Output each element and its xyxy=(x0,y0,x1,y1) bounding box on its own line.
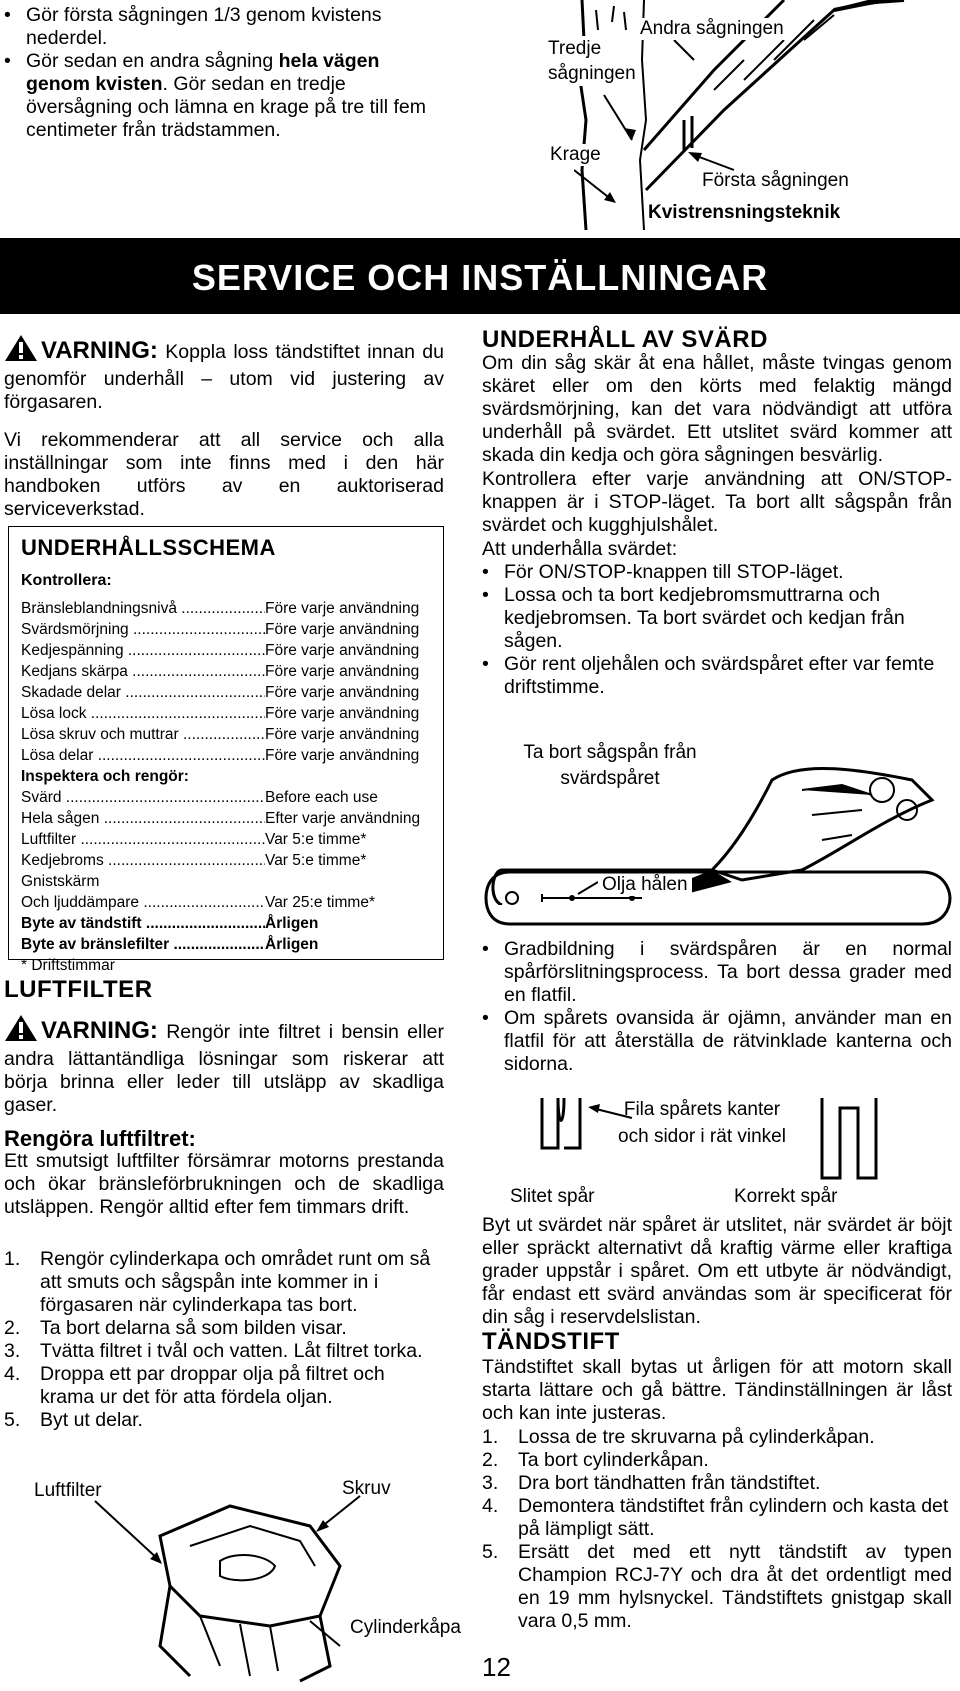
step-item: 2. Ta bort cylinderkåpan. xyxy=(482,1449,709,1471)
schedule-interval: Före varje användning xyxy=(265,600,420,617)
warning-text: Koppla loss tändstiftet innan du genomför underhåll – utom vid justering av förgasaren. xyxy=(4,341,444,413)
section-title: SERVICE OCH INSTÄLLNINGAR xyxy=(191,257,769,298)
warning-text: Rengör inte filtret i bensin eller andra lättantändliga lösningar som riskerar att börja brinna eller leder till utsläpp av skadliga gaser. xyxy=(4,1021,445,1116)
clean-filter-heading: Rengöra luftfiltret: xyxy=(4,1126,196,1151)
step-item: 4. Droppa ett par droppar olja på filtret och krama ur det för atta fördela oljan. xyxy=(4,1363,385,1408)
warning-triangle-icon xyxy=(4,334,38,368)
schedule-row xyxy=(21,726,441,744)
schedule-item: Lösa skruv och muttrar ..... xyxy=(21,726,265,744)
schedule-item: Byte av tändstift ..... xyxy=(21,915,265,933)
bar-maintenance-p3: Att underhålla svärdet: xyxy=(482,538,678,560)
page-number: 12 xyxy=(482,1652,511,1682)
clean-filter-text: Ett smutsigt luftfilter försämrar motorns prestanda och ökar bränsleförbrukningen och de skadliga utsläppen. Rengör alltid efter fem timmars drift. xyxy=(4,1150,444,1218)
check-label: Kontrollera: xyxy=(21,572,112,589)
intro-emphasis: hela vägen genom kvisten xyxy=(26,50,380,95)
schedule-interval: Före varje användning xyxy=(265,684,420,701)
schedule-row xyxy=(21,831,441,849)
schedule-item: Kedjans skärpa ..... xyxy=(21,663,265,681)
schedule-row xyxy=(21,789,441,807)
schedule-interval: Var 5:e timme* xyxy=(265,852,367,869)
schedule-interval: Årligen xyxy=(265,915,319,932)
figure-caption: Kvistrensningsteknik xyxy=(648,202,841,223)
schedule-row xyxy=(21,621,441,639)
schedule-footnote xyxy=(21,957,441,975)
intro-bullets xyxy=(4,4,444,142)
schedule-item: Lösa delar ..... xyxy=(21,747,265,765)
schedule-row xyxy=(21,915,441,933)
guide-bar-figure xyxy=(482,860,952,930)
bar-maintenance-bullets xyxy=(482,561,952,699)
fig-screw-label: Skruv xyxy=(342,1478,391,1499)
bar-maintenance-p1: Om din såg skär åt ena hållet, måste tvingas genom skäret eller om den körts med felaktig mängd svärdsmörjning, kan det vara nödvändigt att utföra underhåll på svärdet. Ett utslitet svärd kommer att skada din kedja och göra sågningen besvärlig. xyxy=(482,352,952,466)
spark-plug-text: Tändstiftet skall bytas ut årligen för att motorn skall starta lättare och gå bättre. Tändinställningen är låst och kan inte justeras. xyxy=(482,1356,952,1424)
bar-maintenance-p4: Byt ut svärdet när spåret är utslitet, när svärdet är böjt eller spräckt alternativt då kraftig värme eller kraftiga grader uppstår i spåret. Om ett utbyte är nödvändigt, får endast ett svärd användas som är specificerat för din såg i reservdelslistan. xyxy=(482,1214,952,1328)
schedule-item: Lösa lock ..... xyxy=(21,705,265,723)
schedule-item: Skadade delar ..... xyxy=(21,684,265,702)
spark-screen-label xyxy=(21,873,441,891)
schedule-row xyxy=(21,894,441,912)
schedule-row xyxy=(21,642,441,660)
schedule-interval: Efter varje användning xyxy=(265,810,421,827)
schedule-item: Svärdsmörjning ..... xyxy=(21,621,265,639)
fig-oil-label: Olja hålen xyxy=(598,874,692,896)
warning-heading: VARNING: xyxy=(41,1017,158,1044)
schedule-row xyxy=(21,747,441,765)
air-filter-figure xyxy=(20,1466,461,1686)
schedule-interval: Före varje användning xyxy=(265,663,420,680)
recommend-text: Vi rekommenderar att all service och alla inställningar som inte finns med i den här handboken utförs av en auktoriserad serviceverkstad. xyxy=(4,429,444,520)
schedule-interval: Var 5:e timme* xyxy=(265,831,367,848)
schedule-interval: Var 25:e timme* xyxy=(265,894,375,911)
intro-bullet: • Gör sedan en andra sågning hela vägen genom kvisten. Gör sedan en tredje översågning och lämna en krage på tre till fem centimeter från trädstammen. xyxy=(4,50,444,142)
schedule-row xyxy=(21,684,441,702)
schedule-item: * Driftstimmar xyxy=(21,957,115,974)
guide-bar-illustration xyxy=(482,860,952,930)
schedule-item: Gnistskärm xyxy=(21,873,100,890)
fig-file-label: Fila spårets kanter och sidor i rät vinkel xyxy=(618,1099,786,1147)
schedule-row xyxy=(21,810,441,828)
inspect-label xyxy=(21,768,441,786)
schedule-item: Bränsleblandningsnivå ..... xyxy=(21,600,265,618)
warning-maintenance xyxy=(4,334,444,414)
schedule-item: Byte av bränslefilter ..... xyxy=(21,936,265,954)
third-cut-label: Tredje sågningen xyxy=(548,38,636,84)
schedule-interval: Före varje användning xyxy=(265,642,420,659)
schedule-item: Luftfilter ..... xyxy=(21,831,265,849)
schedule-item: Kedjebroms ..... xyxy=(21,852,265,870)
schedule-interval: Före varje användning xyxy=(265,705,420,722)
bar-maintenance-p2: Kontrollera efter varje användning att ON/STOP-knappen är i STOP-läget. Ta bort allt sågspån från svärdet och kugghjulshålet. xyxy=(482,468,952,536)
step-item: 1. Rengör cylinderkapa och området runt om så att smuts och sågspån inte kommer in i förgasaren när cylinderkapa tas bort. xyxy=(4,1248,431,1316)
step-item: 3. Tvätta filtret i tvål och vatten. Låt filtret torka. xyxy=(4,1340,423,1362)
schedule-item: Kedjespänning ..... xyxy=(21,642,265,660)
bar-bullet: • Gör rent oljehålen och svärdspåret efter var femte driftstimme. xyxy=(482,653,952,699)
schedule-interval: Före varje användning xyxy=(265,621,420,638)
schedule-row xyxy=(21,705,441,723)
schedule-item: Svärd ..... xyxy=(21,789,265,807)
spark-plug-heading: TÄNDSTIFT xyxy=(482,1328,620,1355)
schedule-interval: Före varje användning xyxy=(265,726,420,743)
bar-bullet: • Om spårets ovansida är ojämn, använder man en flatfil för att återställa de rätvinklade kanterna och sidorna. xyxy=(482,1007,952,1076)
schedule-item: Hela sågen ..... xyxy=(21,810,265,828)
schedule-row xyxy=(21,936,441,954)
schedule-title: UNDERHÅLLSSCHEMA xyxy=(21,535,276,560)
bar-bullet: • Lossa och ta bort kedjebromsmuttrarna och kedjebromsen. Ta bort svärdet och kedjan från sågen. xyxy=(482,584,952,653)
schedule-interval: Före varje användning xyxy=(265,747,420,764)
air-filter-steps xyxy=(4,1248,444,1432)
step-item: 3. Dra bort tändhatten från tändstiftet. xyxy=(482,1472,821,1494)
step-item: 5. Byt ut delar. xyxy=(4,1409,143,1431)
air-filter-warning xyxy=(4,1014,444,1117)
intro-bullet: • Gör första sågningen 1/3 genom kvistens nederdel. xyxy=(4,4,444,50)
warning-triangle-icon xyxy=(4,1014,38,1048)
bar-bullet: • Gradbildning i svärdspåren är en normal spårförslitningsprocess. Ta bort dessa grader med en flatfil. xyxy=(482,938,952,1007)
warning-heading: VARNING: xyxy=(41,337,158,364)
maintenance-schedule xyxy=(8,526,444,974)
fig-sawdust-label: Ta bort sågspån från svärdspåret xyxy=(523,742,697,789)
spark-plug-steps xyxy=(482,1426,952,1633)
step-item: 5. Ersätt det med ett nytt tändstift av typen Champion RCJ-7Y och dra åt det ordentligt med en 19 mm hylsnyckel. Tändstiftets gnistgap skall vara 0,5 mm. xyxy=(482,1541,952,1632)
schedule-row xyxy=(21,852,441,870)
step-item: 2. Ta bort delarna så som bilden visar. xyxy=(4,1317,347,1339)
step-item: 4. Demontera tändstiftet från cylindern och kasta det på lämpligt sätt. xyxy=(482,1495,949,1540)
limbing-figure xyxy=(548,0,960,230)
schedule-row xyxy=(21,663,441,681)
collar-label: Krage xyxy=(550,144,601,165)
bar-maintenance-bullets2 xyxy=(482,938,952,1076)
bar-bullet: • För ON/STOP-knappen till STOP-läget. xyxy=(482,561,952,584)
schedule-item: Inspektera och rengör: xyxy=(21,768,189,785)
schedule-interval: Before each use xyxy=(265,789,378,806)
bar-maintenance-heading: UNDERHÅLL AV SVÄRD xyxy=(482,326,768,353)
fig-worn-label: Slitet spår xyxy=(510,1186,595,1207)
step-item: 1. Lossa de tre skruvarna på cylinderkåpan. xyxy=(482,1426,875,1448)
schedule-row xyxy=(21,600,441,618)
second-cut-label: Andra sågningen xyxy=(640,18,784,39)
fig-correct-label: Korrekt spår xyxy=(734,1186,838,1207)
schedule-interval: Årligen xyxy=(265,936,319,953)
air-filter-heading: LUFTFILTER xyxy=(4,976,153,1003)
fig-filter-label: Luftfilter xyxy=(34,1480,102,1501)
first-cut-label: Första sågningen xyxy=(702,170,849,191)
schedule-item: Och ljuddämpare ..... xyxy=(21,894,265,912)
fig-cover-label: Cylinderkåpa xyxy=(350,1617,461,1638)
groove-figure xyxy=(482,1088,952,1212)
